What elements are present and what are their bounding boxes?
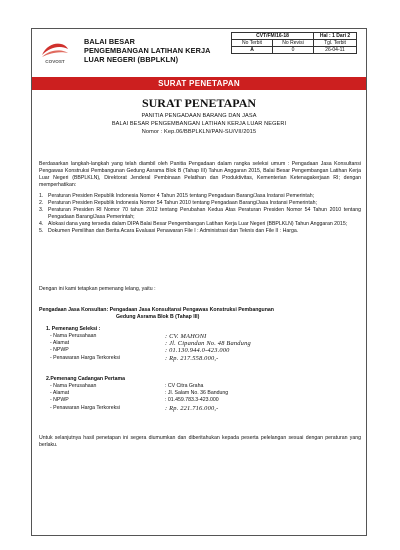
winner-section	[46, 326, 251, 362]
subtitle-committee: PANITIA PENGADAAN BARANG DAN JASA	[141, 113, 257, 119]
winner-row: - NPWP : 01.459.783.3-423.000	[50, 397, 219, 404]
value-no-terbit: A	[232, 47, 273, 54]
considerations-list	[39, 193, 361, 235]
winner-row: - NPWP : 01.130.944.0-423.000	[50, 347, 230, 355]
intro-paragraph: Berdasarkan langkah-langkah yang telah diambil oleh Panitia Pengadaan dalam rangka seleksi umum : Pengadaan Jasa Konsultansi Pengawas Konstruksi Pembangunan Gedung Asrama Blok B (Tahap III) Tahun Anggaran 2015, Balai Besar Pengembangan Latihan Kerja Luar Negeri (BBPLKLN), Direktorat Jenderal Pembinaan Pelatihan dan Produktivitas, Kementerian Ketenagakerjaan RI; dengan memperhatikan:	[39, 161, 361, 188]
list-item: 2. Peraturan Presiden Republik Indonesia Nomor 54 Tahun 2010 tentang Pengadaan Barang/Jasa Instansi Pemerintah;	[39, 200, 317, 206]
organization-name	[84, 37, 234, 64]
winner-heading: 2.Pemenang Cadangan Pertama	[46, 376, 125, 382]
winner-row: - Penawaran Harga Terkoreksi : Rp. 217.558.000,-	[50, 354, 219, 362]
value-tgl-terbit: 26-04-11	[314, 47, 357, 54]
winner-row: - Nama Perusahaan : CV. MAHONI	[50, 333, 207, 340]
label-no-terbit: No Terbit	[232, 40, 273, 47]
org-line: BALAI BESAR	[84, 37, 135, 46]
value-no-revisi: 0	[273, 47, 314, 54]
org-line: PENGEMBANGAN LATIHAN KERJA	[84, 46, 211, 55]
winner-row: - Penawaran Harga Terkoreksi : Rp. 221.716.000,-	[50, 404, 219, 412]
document-page	[31, 28, 367, 536]
winner-row: - Nama Perusahaan : CV Citra Graha	[50, 383, 204, 389]
list-item: 1. Peraturan Presiden Republik Indonesia Nomor 4 Tahun 2015 tentang Pengadaan Barang/Jasa Instansi Pemerintah;	[39, 193, 315, 199]
reserve-winner-section	[46, 376, 229, 412]
winner-row: - Alamat : Jl. Salam No. 36 Bandung	[50, 390, 229, 397]
list-item: 4. Alokasi dana yang tersedia dalam DIPA Balai Besar Pengembangan Latihan Kerja Luar Negeri (BBPLKLN) Tahun Anggaran 2015;	[39, 221, 348, 227]
closing-paragraph: Untuk selanjutnya hasil penetapan ini segera diumumkan dan diberitahukan kepada peserta pelelangan sesuai dengan peraturan yang berlaku.	[39, 435, 361, 448]
list-item: 5. Dokumen Pemilihan dan Berita Acara Evaluasi Penawaran File I : Administrasi dan Teknis dan File II : Harga.	[39, 228, 299, 234]
subtitle-institution: BALAI BESAR PENGEMBANGAN LATIHAN KERJA LUAR NEGERI	[111, 121, 287, 127]
document-title: SURAT PENETAPAN	[141, 96, 257, 110]
winner-row: - Alamat : Jl. Cipandan No. 48 Bandung	[50, 340, 251, 348]
determination-text: Dengan ini kami tetapkan pemenang lelang, yaitu :	[39, 286, 156, 292]
package-line: Pengadaan Jasa Konsultan: Pengadaan Jasa Konsultansi Pengawas Konstruksi Pembangunan	[39, 307, 274, 313]
label-tgl-terbit: Tgl. Terbit	[314, 40, 357, 47]
list-item: 3. Peraturan Presiden RI Nomor 70 tahun 2012 tentang Perubahan Kedua Atas Peraturan Presiden Nomor 54 Tahun 2010 tentang Pengadaan Barang/Jasa Pemerintah;	[39, 207, 361, 220]
package-line: Gedung Asrama Blok B (Tahap III)	[116, 314, 200, 320]
page-number: Hal : 1 Dari 2	[314, 33, 357, 40]
subtitle-number: Nomor : Kep.06/BBPLKLN/PAN-SU/VII/2015	[141, 129, 257, 135]
form-code: CVT/FM/16-18	[232, 33, 314, 40]
document-control-table	[231, 32, 357, 54]
label-no-revisi: No Revisi	[273, 40, 314, 47]
banner-title: SURAT PENETAPAN	[32, 77, 366, 90]
winner-heading: 1. Pemenang Seleksi :	[46, 326, 101, 332]
org-line: LUAR NEGERI (BBPLKLN)	[84, 55, 179, 64]
logo-text: COVOST	[45, 59, 65, 64]
logo-icon	[38, 37, 72, 65]
package-title	[39, 307, 361, 321]
